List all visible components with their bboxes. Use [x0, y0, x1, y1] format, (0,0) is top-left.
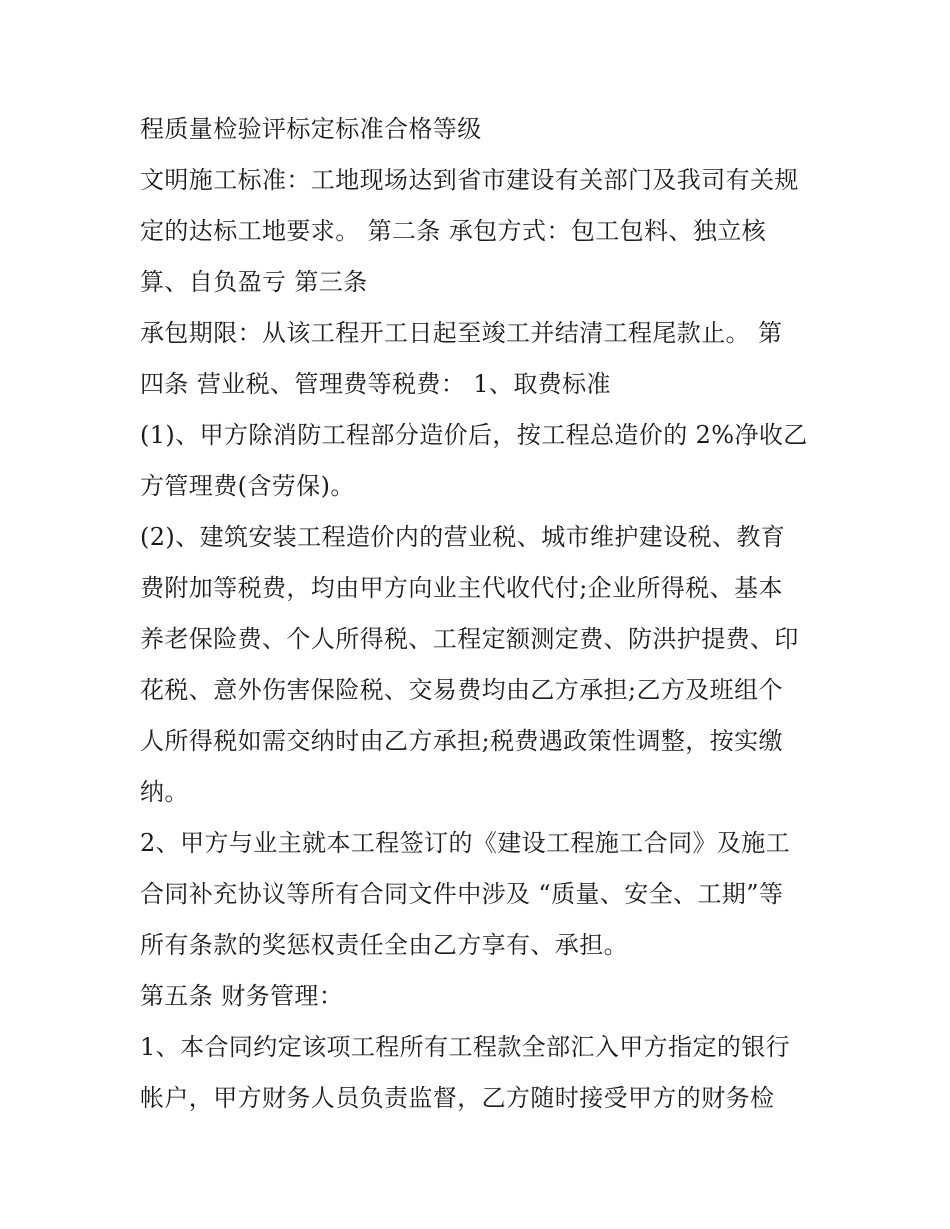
text-line: 纳。 — [140, 778, 189, 806]
text-line: 方管理费(含劳保)。 — [140, 472, 355, 500]
text-line: 人所得税如需交纳时由乙方承担;税费遇政策性调整，按实缴 — [140, 727, 783, 755]
text-line: 文明施工标准：工地现场达到省市建设有关部门及我司有关规 — [140, 166, 799, 194]
text-line: 养老保险费、个人所得税、工程定额测定费、防洪护提费、印 — [140, 625, 799, 653]
text-line: (1)、甲方除消防工程部分造价后，按工程总造价的 2%净收乙 — [140, 421, 808, 449]
text-line: 承包期限：从该工程开工日起至竣工并结清工程尾款止。 第 — [140, 319, 783, 347]
text-line: 第五条 财务管理： — [140, 982, 344, 1010]
text-line: 1、本合同约定该项工程所有工程款全部汇入甲方指定的银行 — [140, 1033, 791, 1061]
text-line: 定的达标工地要求。 第二条 承包方式：包工包料、独立核 — [140, 217, 767, 245]
text-line: 合同补充协议等所有合同文件中涉及 “质量、安全、工期”等 — [140, 880, 784, 908]
text-line: 2、甲方与业主就本工程签订的《建设工程施工合同》及施工 — [140, 829, 791, 857]
text-line: 四条 营业税、管理费等税费： 1、取费标准 — [140, 370, 611, 398]
text-line: 算、自负盈亏 第三条 — [140, 268, 368, 296]
text-line: 花税、意外伤害保险税、交易费均由乙方承担;乙方及班组个 — [140, 676, 783, 704]
text-line: 所有条款的奖惩权责任全由乙方享有、承担。 — [140, 931, 628, 959]
document-body — [140, 104, 820, 1124]
text-line: 程质量检验评标定标准合格等级 — [140, 115, 482, 143]
text-line: 费附加等税费，均由甲方向业主代收代付;企业所得税、基本 — [140, 574, 783, 602]
text-line: 帐户，甲方财务人员负责监督，乙方随时接受甲方的财务检 — [140, 1084, 775, 1112]
text-line: (2)、建筑安装工程造价内的营业税、城市维护建设税、教育 — [140, 523, 786, 551]
